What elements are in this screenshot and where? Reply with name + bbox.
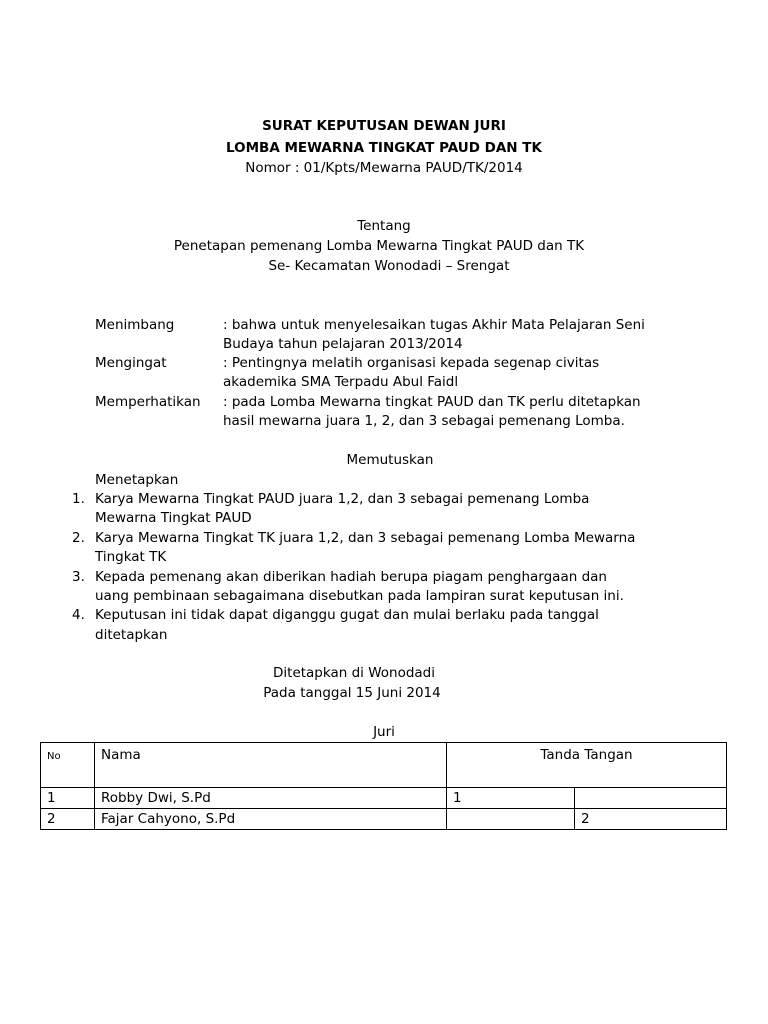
- about-line-2: Se- Kecamatan Wonodadi – Srengat: [268, 258, 510, 274]
- decision-heading: Memutuskan: [346, 452, 434, 468]
- cell-no: 2: [41, 809, 95, 830]
- cell-nama: Fajar Cahyono, S.Pd: [95, 809, 447, 830]
- consideration-text: hasil mewarna juara 1, 2, dan 3 sebagai pemenang Lomba.: [223, 413, 625, 429]
- document-subtitle: LOMBA MEWARNA TINGKAT PAUD DAN TK: [226, 140, 542, 156]
- list-item-number: 1.: [72, 491, 85, 507]
- document-title: SURAT KEPUTUSAN DEWAN JURI: [262, 118, 506, 134]
- list-item: Tingkat TK: [95, 549, 167, 565]
- decision-intro: Menetapkan: [95, 472, 179, 488]
- consideration-text: akademika SMA Terpadu Abul Faidl: [223, 374, 459, 390]
- list-item: Kepada pemenang akan diberikan hadiah berupa piagam penghargaan dan: [95, 569, 607, 585]
- list-item-number: 2.: [72, 530, 85, 546]
- consideration-label: Memperhatikan: [95, 394, 201, 410]
- consideration-text: : Pentingnya melatih organisasi kepada segenap civitas: [223, 355, 600, 371]
- list-item: Karya Mewarna Tingkat TK juara 1,2, dan 3 sebagai pemenang Lomba Mewarna: [95, 530, 636, 546]
- list-item-number: 4.: [72, 607, 85, 623]
- consideration-text: : bahwa untuk menyelesaikan tugas Akhir Mata Pelajaran Seni: [223, 317, 645, 333]
- date-text: Pada tanggal 15 Juni 2014: [263, 685, 441, 701]
- list-item-number: 3.: [72, 569, 85, 585]
- table-row: [41, 809, 727, 830]
- cell-signature-left[interactable]: [447, 809, 575, 830]
- header-nama: Nama: [95, 743, 447, 788]
- cell-no: 1: [41, 788, 95, 809]
- consideration-text: Budaya tahun pelajaran 2013/2014: [223, 336, 463, 352]
- list-item: Karya Mewarna Tingkat PAUD juara 1,2, dan 3 sebagai pemenang Lomba: [95, 491, 590, 507]
- about-heading: Tentang: [357, 218, 411, 234]
- table-row: [41, 788, 727, 809]
- list-item: Mewarna Tingkat PAUD: [95, 510, 252, 526]
- jury-table: [40, 742, 727, 830]
- header-tanda-tangan: Tanda Tangan: [447, 743, 727, 788]
- header-no: No: [41, 743, 95, 788]
- consideration-label: Mengingat: [95, 355, 167, 371]
- cell-signature-right[interactable]: 2: [575, 809, 727, 830]
- cell-signature-left[interactable]: 1: [447, 788, 575, 809]
- list-item: ditetapkan: [95, 627, 168, 643]
- place-text: Ditetapkan di Wonodadi: [273, 665, 435, 681]
- cell-nama: Robby Dwi, S.Pd: [95, 788, 447, 809]
- cell-signature-right[interactable]: [575, 788, 727, 809]
- list-item: Keputusan ini tidak dapat diganggu gugat dan mulai berlaku pada tanggal: [95, 607, 599, 623]
- list-item: uang pembinaan sebagaimana disebutkan pada lampiran surat keputusan ini.: [95, 588, 624, 604]
- consideration-text: : pada Lomba Mewarna tingkat PAUD dan TK perlu ditetapkan: [223, 394, 641, 410]
- document-number: Nomor : 01/Kpts/Mewarna PAUD/TK/2014: [245, 160, 523, 176]
- consideration-label: Menimbang: [95, 317, 175, 333]
- table-header-row: [41, 743, 727, 788]
- about-line-1: Penetapan pemenang Lomba Mewarna Tingkat PAUD dan TK: [173, 238, 585, 254]
- juri-heading: Juri: [373, 724, 395, 740]
